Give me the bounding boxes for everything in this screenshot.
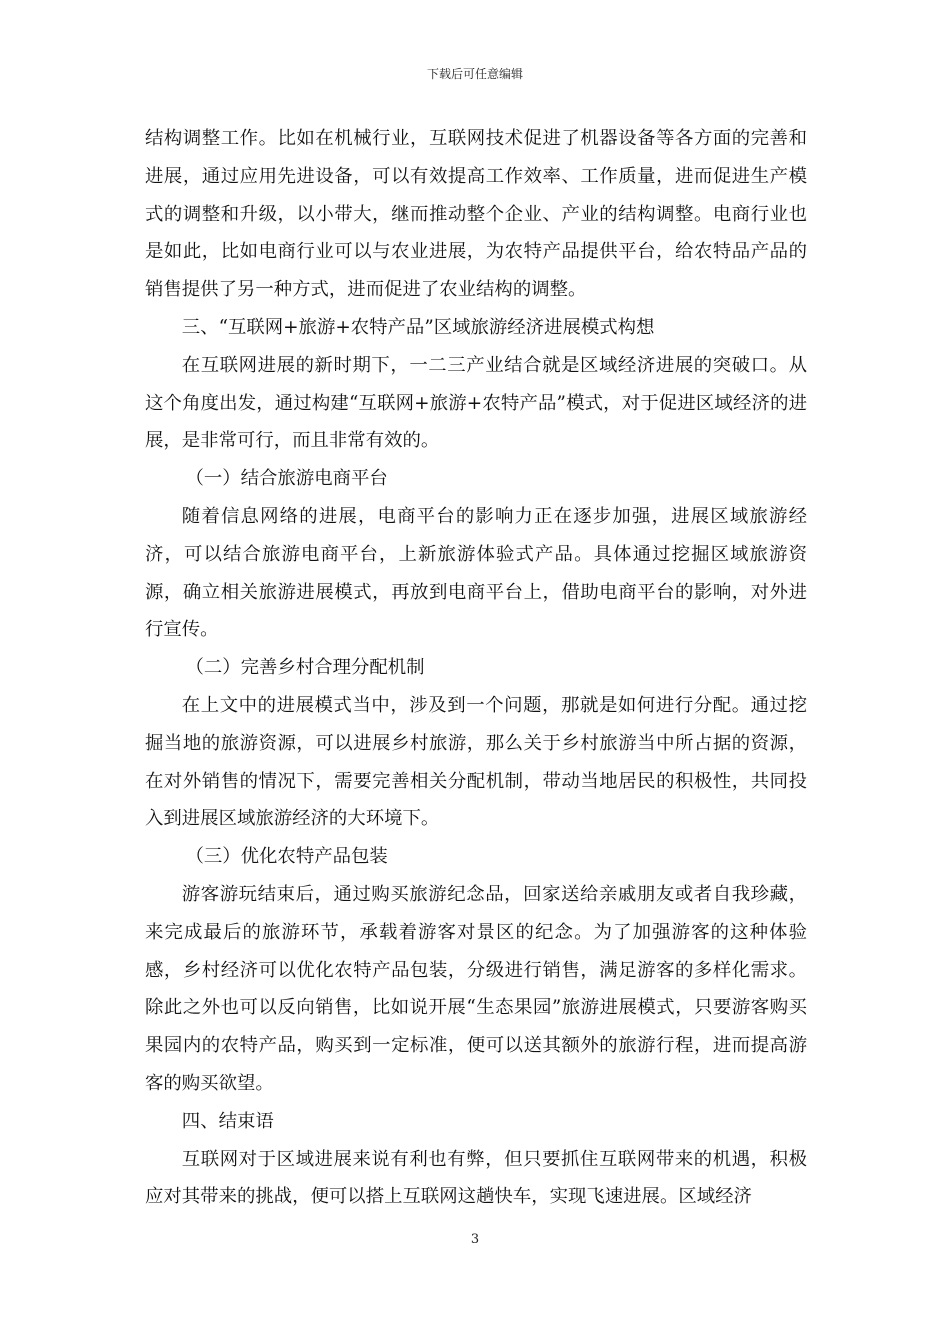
paragraph-subsection-3: 游客游玩结束后，通过购买旅游纪念品，回家送给亲戚朋友或者自我珍藏，来完成最后的旅游环节，承载着游客对景区的纪念。为了加强游客的这种体验感，乡村经济可以优化农特产品包装，分级进行销售，满足游客的多样化需求。除此之外也可以反向销售，比如说开展“生态果园”旅游进展模式，只要游客购买果园内的农特产品，购买到一定标准，便可以送其额外的旅游行程，进而提高游客的购买欲望。	[145, 883, 807, 1094]
page-number: 3	[470, 1232, 480, 1247]
subsection-heading-3: （三）优化农特产品包装	[185, 846, 388, 868]
subsection-heading-1: （一）结合旅游电商平台	[185, 468, 388, 490]
section-heading-4: 四、结束语	[181, 1110, 274, 1132]
document-body	[145, 120, 807, 1216]
paragraph-subsection-2: 在上文中的进展模式当中，涉及到一个问题，那就是如何进行分配。通过挖掘当地的旅游资源，可以进展乡村旅游，那么关于乡村旅游当中所占据的资源，在对外销售的情况下，需要完善相关分配机制，带动当地居民的积极性，共同投入到进展区域旅游经济的大环境下。	[145, 694, 807, 830]
paragraph-section-3-intro: 在互联网进展的新时期下，一二三产业结合就是区域经济进展的突破口。从这个角度出发，通过构建“互联网+旅游+农特产品”模式，对于促进区域经济的进展，是非常可行，而且非常有效的。	[145, 354, 807, 452]
paragraph-conclusion: 互联网对于区域进展来说有利也有弊，但只要抓住互联网带来的机遇，积极应对其带来的挑战，便可以搭上互联网这趟快车，实现飞速进展。区域经济	[145, 1148, 807, 1208]
paragraph-continued: 结构调整工作。比如在机械行业，互联网技术促进了机器设备等各方面的完善和进展，通过应用先进设备，可以有效提高工作效率、工作质量，进而促进生产模式的调整和升级，以小带大，继而推动整个企业、产业的结构调整。电商行业也是如此，比如电商行业可以与农业进展，为农特产品提供平台，给农特品产品的销售提供了另一种方式，进而促进了农业结构的调整。	[145, 128, 807, 301]
page-header: 下载后可任意编辑	[426, 67, 523, 81]
paragraph-subsection-1: 随着信息网络的进展，电商平台的影响力正在逐步加强，进展区域旅游经济，可以结合旅游电商平台，上新旅游体验式产品。具体通过挖掘区域旅游资源，确立相关旅游进展模式，再放到电商平台上，借助电商平台的影响，对外进行宣传。	[145, 505, 807, 641]
section-heading-3: 三、“互联网+旅游+农特产品”区域旅游经济进展模式构想	[181, 316, 655, 338]
subsection-heading-2: （二）完善乡村合理分配机制	[185, 657, 425, 679]
